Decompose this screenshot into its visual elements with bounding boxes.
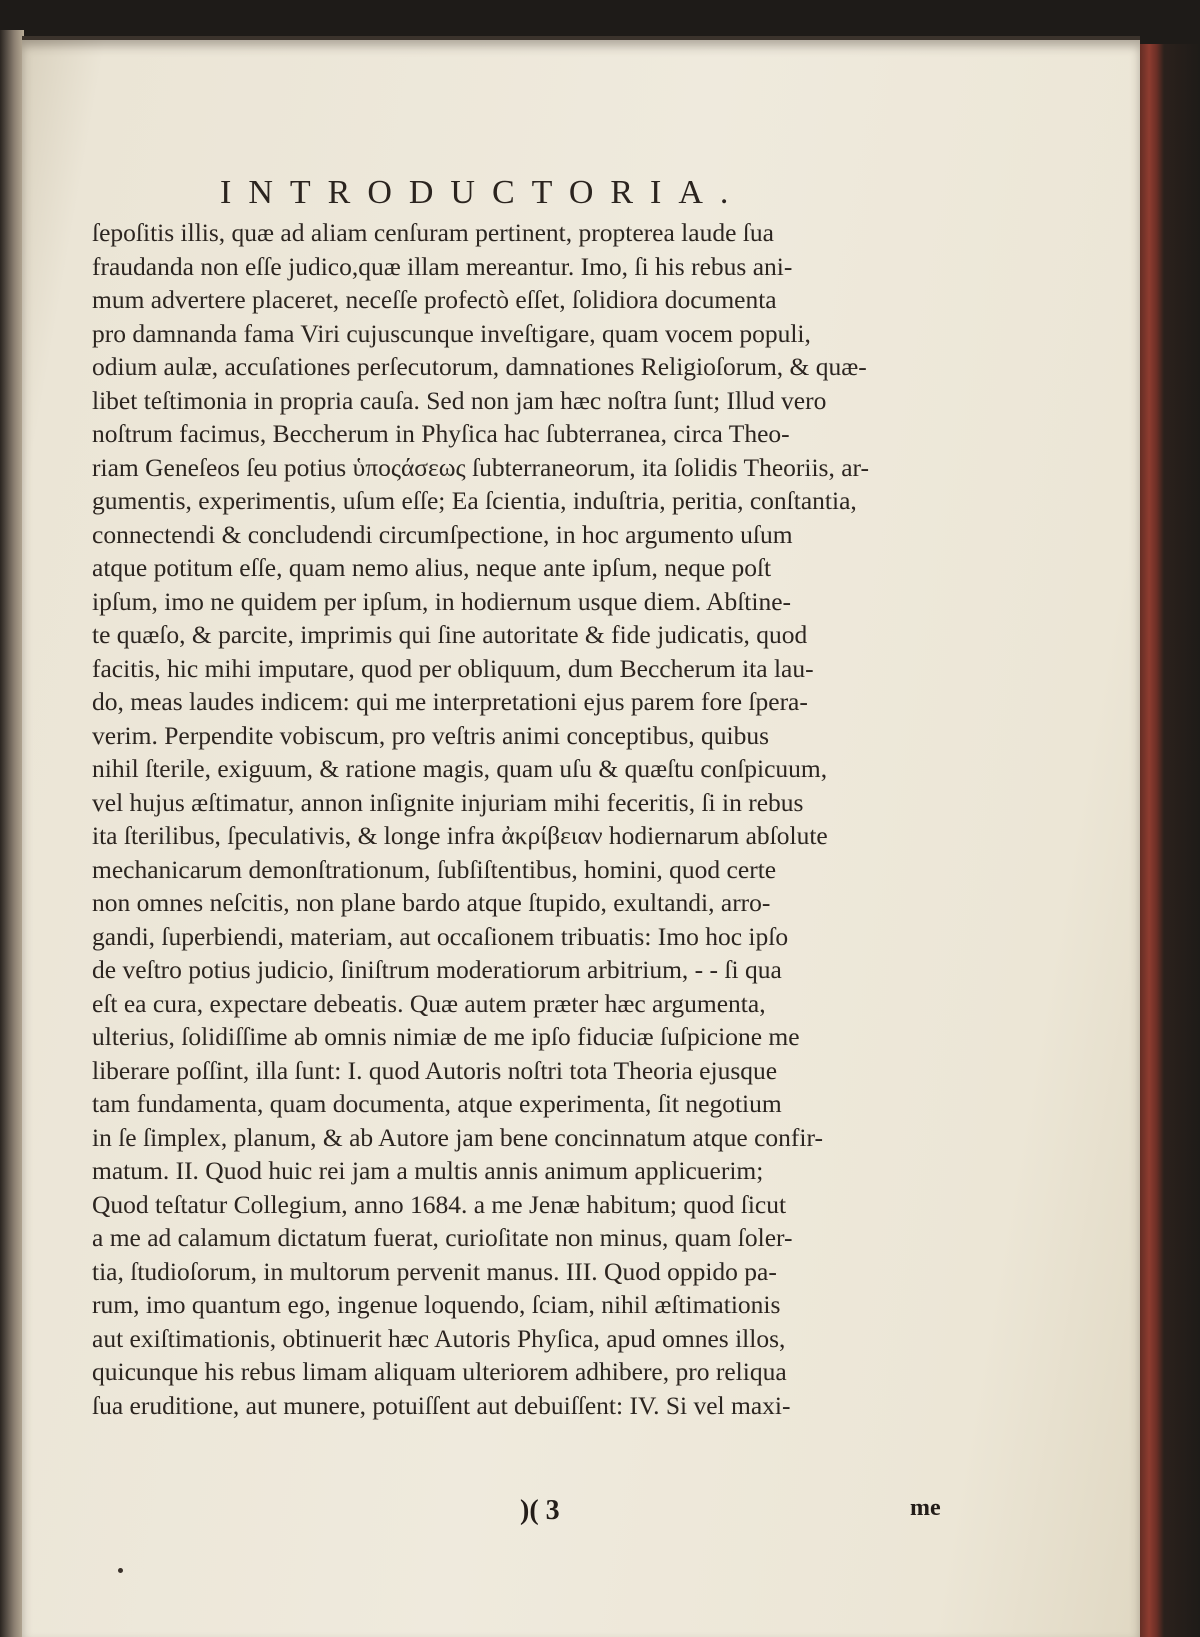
text-line: noſtrum facimus, Beccherum in Phyſica hac ſubterranea, circa Theo-: [92, 419, 790, 448]
binding-edge: [1138, 44, 1200, 1637]
text-line: connectendi & concludendi circumſpectione, in hoc argumento uſum: [92, 519, 793, 549]
paper-speck: [118, 1568, 123, 1573]
text-line: nihil ſterile, exiguum, & ratione magis, quam uſu & quæſtu conſpicuum,: [92, 754, 828, 783]
text-line: te quæſo, & parcite, imprimis qui ſine autoritate & fide judicatis, quod: [92, 620, 808, 649]
text-line: ipſum, imo ne quidem per ipſum, in hodiernum usque diem. Abſtine-: [92, 586, 792, 616]
running-head: INTRODUCTORIA.: [220, 174, 746, 211]
text-line: non omnes neſcitis, non plane bardo atque ſtupido, exultandi, arro-: [92, 888, 771, 917]
text-line: tam fundamenta, quam documenta, atque experimenta, ſit negotium: [92, 1089, 782, 1118]
text-line: verim. Perpendite vobiscum, pro veſtris animi conceptibus, quibus: [92, 720, 770, 750]
text-line: ſua eruditione, aut munere, potuiſſent aut debuiſſent: IV. Si vel maxi-: [92, 1390, 791, 1420]
text-line: riam Geneſeos ſeu potius ὑποςάσεως ſubterraneorum, ita ſolidis Theoriis, ar-: [92, 452, 870, 482]
text-line: atque potitum eſſe, quam nemo alius, neque ante ipſum, neque poſt: [92, 553, 772, 582]
body-text: [92, 216, 1112, 1422]
text-line: eſt ea cura, expectare debeatis. Quæ autem præter hæc argumenta,: [92, 988, 766, 1018]
text-line: libet teſtimonia in propria cauſa. Sed non jam hæc noſtra ſunt; Illud vero: [92, 385, 827, 415]
text-line: liberare poſſint, illa ſunt: I. quod Autoris noſtri tota Theoria ejusque: [92, 1055, 778, 1085]
facing-page-edge: [0, 30, 24, 1637]
text-line: pro damnanda fama Viri cujuscunque inveſtigare, quam vocem populi,: [92, 318, 811, 348]
text-line: mum advertere placeret, neceſſe profectò eſſet, ſolidiora documenta: [92, 285, 777, 314]
text-line: rum, imo quantum ego, ingenue loquendo, ſciam, nihil æſtimationis: [92, 1290, 781, 1319]
text-line: gumentis, experimentis, uſum eſſe; Ea ſcientia, induſtria, peritia, conſtantia,: [92, 486, 857, 515]
text-line: ulterius, ſolidiſſime ab omnis nimiæ de me ipſo fiduciæ ſuſpicione me: [92, 1022, 800, 1051]
text-line: vel hujus æſtimatur, annon inſignite injuriam mihi feceritis, ſi in rebus: [92, 787, 804, 817]
text-line: fraudanda non eſſe judico,quæ illam mereantur. Imo, ſi his rebus ani-: [92, 251, 793, 281]
signature-mark: )( 3: [520, 1495, 560, 1526]
text-line: Quod teſtatur Collegium, anno 1684. a me Jenæ habitum; quod ſicut: [92, 1189, 787, 1219]
text-line: a me ad calamum dictatum fuerat, curioſitate non minus, quam ſoler-: [92, 1223, 793, 1252]
text-line: facitis, hic mihi imputare, quod per obliquum, dum Beccherum ita lau-: [92, 653, 814, 683]
text-line: quicunque his rebus limam aliquam ulteriorem adhibere, pro reliqua: [92, 1357, 787, 1386]
text-line: ita ſterilibus, ſpeculativis, & longe infra ἀκρίβειαν hodiernarum abſolute: [92, 821, 828, 850]
catchword: me: [910, 1495, 941, 1521]
text-line: de veſtro potius judicio, ſiniſtrum moderatiorum arbitrium, - - ſi qua: [92, 955, 782, 984]
text-line: ſepoſitis illis, quæ ad aliam cenſuram pertinent, propterea laude ſua: [92, 218, 774, 247]
text-line: gandi, ſuperbiendi, materiam, aut occaſionem tribuatis: Imo hoc ipſo: [92, 921, 789, 951]
text-line: matum. II. Quod huic rei jam a multis annis animum applicuerim;: [92, 1156, 764, 1185]
text-line: do, meas laudes indicem: qui me interpretationi ejus parem fore ſpera-: [92, 687, 808, 716]
text-line: odium aulæ, accuſationes perſecutorum, damnationes Religioſorum, & quæ-: [92, 352, 867, 381]
text-line: aut exiſtimationis, obtinuerit hæc Autoris Phyſica, apud omnes illos,: [92, 1323, 786, 1353]
text-line: in ſe ſimplex, planum, & ab Autore jam bene concinnatum atque confir-: [92, 1122, 823, 1152]
text-line: mechanicarum demonſtrationum, ſubſiſtentibus, homini, quod certe: [92, 854, 777, 884]
text-line: tia, ſtudioſorum, in multorum pervenit manus. III. Quod oppido pa-: [92, 1256, 777, 1286]
